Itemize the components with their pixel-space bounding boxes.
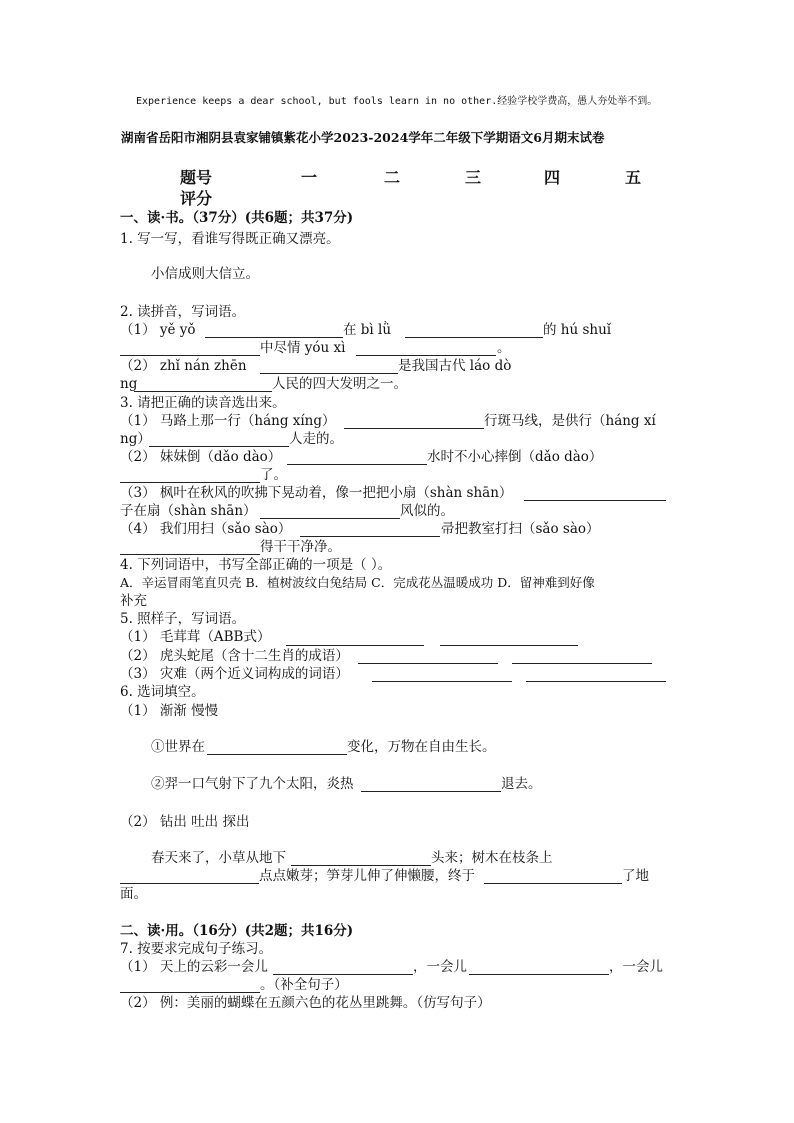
answer-blank[interactable] bbox=[526, 681, 666, 682]
answer-blank[interactable] bbox=[286, 645, 424, 646]
q6-sentence1-b: 变化，万物在自由生长。 bbox=[347, 739, 496, 755]
q5-stem: 5. 照样子，写词语。 bbox=[120, 611, 246, 627]
answer-blank[interactable] bbox=[205, 337, 343, 338]
q3-line7-b: 帚把教室打扫（sǎo sào） bbox=[441, 521, 600, 537]
motto-line: Experience keeps a dear school, but fools learn in no other.经验学校学费高，愚人夯处举不到。 bbox=[136, 96, 658, 107]
q7-line1-a: （1） 天上的云彩一会儿 bbox=[120, 959, 268, 975]
answer-blank[interactable] bbox=[484, 883, 622, 884]
answer-blank[interactable] bbox=[405, 337, 543, 338]
q2-line1-b: 在 bì lǜ bbox=[343, 322, 392, 338]
q2-line1-a: （1） yě yǒ bbox=[120, 322, 196, 338]
answer-blank[interactable] bbox=[207, 754, 347, 755]
q3-line6-a: 子在扇（shàn shān） bbox=[120, 503, 257, 519]
q3-line1-b: 行斑马线，是供行（háng xí bbox=[484, 413, 656, 429]
q7-line1-b: ，一会儿 bbox=[413, 959, 467, 975]
q3-line3-b: 水时不小心摔倒（dǎo dào） bbox=[427, 449, 603, 465]
q5-line2: （2） 虎头蛇尾（含十二生肖的成语） bbox=[120, 648, 349, 664]
q1-text: 小信成则大信立。 bbox=[151, 266, 259, 282]
answer-blank[interactable] bbox=[291, 865, 431, 866]
q2-line1-c: 的 hú shuǐ bbox=[543, 322, 612, 338]
q6-sentence3-a: 春天来了，小草从地下 bbox=[151, 850, 286, 866]
answer-blank[interactable] bbox=[260, 518, 400, 519]
q3-line3-a: （2） 妹妹倒（dǎo dào） bbox=[120, 449, 282, 465]
q7-line3: （2） 例：美丽的蝴蝶在五颜六色的花丛里跳舞。（仿写句子） bbox=[120, 995, 491, 1011]
section-1-heading: 一、读·书。（37分）(共6题；共37分) bbox=[120, 210, 354, 226]
q3-line1-a: （1） 马路上那一行（háng xíng） bbox=[120, 413, 336, 429]
answer-blank[interactable] bbox=[287, 464, 427, 465]
score-col-2: 二 bbox=[384, 168, 401, 187]
q3-stem: 3. 请把正确的读音选出来。 bbox=[120, 395, 286, 411]
q6-sentence4-a: 点点嫩芽；笋芽儿伸了伸懒腰，终于 bbox=[259, 868, 475, 884]
answer-blank[interactable] bbox=[356, 355, 496, 356]
answer-blank[interactable] bbox=[120, 554, 260, 555]
answer-blank[interactable] bbox=[120, 883, 259, 884]
answer-blank[interactable] bbox=[120, 992, 260, 993]
q3-line4: 了。 bbox=[260, 467, 287, 483]
q4-stem: 4. 下列词语中，书写全部正确的一项是（ ）。 bbox=[120, 557, 392, 573]
score-col-3: 三 bbox=[465, 168, 482, 187]
score-col-5: 五 bbox=[625, 168, 642, 187]
q3-line2-a: ng） bbox=[120, 431, 151, 447]
q3-line7-a: （4） 我们用扫（sǎo sào） bbox=[120, 521, 292, 537]
q3-line5: （3） 枫叶在秋风的吹拂下晃动着，像一把把小扇（shàn shān） bbox=[120, 485, 513, 501]
answer-blank[interactable] bbox=[344, 428, 484, 429]
q3-line2-b: 人走的。 bbox=[289, 431, 343, 447]
q7-line1-c: ，一会儿 bbox=[609, 959, 663, 975]
score-col-4: 四 bbox=[544, 168, 561, 187]
answer-blank[interactable] bbox=[372, 681, 512, 682]
q2-stem: 2. 读拼音，写词语。 bbox=[120, 304, 246, 320]
q2-line2-b: 。 bbox=[497, 340, 511, 356]
answer-blank[interactable] bbox=[120, 482, 260, 483]
q2-line3-a: （2） zhǐ nán zhēn bbox=[120, 358, 247, 374]
q5-line3: （3） 灾难（两个近义词构成的词语） bbox=[120, 666, 349, 682]
q6-sentence1-a: ①世界在 bbox=[151, 739, 205, 755]
q6-part1-words: （1） 渐渐 慢慢 bbox=[120, 703, 219, 719]
q4-options: A．辛运冒雨笔直贝壳 B．植树波纹白兔结局 C．完成花丛温暖成功 D．留神难到好像 bbox=[120, 575, 595, 590]
q6-stem: 6. 选词填空。 bbox=[120, 684, 205, 700]
answer-blank[interactable] bbox=[273, 974, 413, 975]
page-title: 湖南省岳阳市湘阴县袁家铺镇紫花小学2023-2024学年二年级下学期语文6月期末试卷 bbox=[121, 130, 605, 145]
answer-blank[interactable] bbox=[512, 663, 652, 664]
q4-options-cont: 补充 bbox=[120, 593, 147, 609]
q2-line2-a: 中尽情 yóu xì bbox=[260, 340, 346, 356]
q6-sentence5: 面。 bbox=[120, 886, 147, 902]
answer-blank[interactable] bbox=[469, 974, 609, 975]
answer-blank[interactable] bbox=[361, 791, 501, 792]
q7-stem: 7. 按要求完成句子练习。 bbox=[120, 941, 273, 957]
section-2-heading: 二、读·用。（16分）(共2题；共16分) bbox=[120, 923, 354, 939]
answer-blank[interactable] bbox=[358, 663, 498, 664]
answer-blank[interactable] bbox=[120, 355, 260, 356]
q6-sentence4-b: 了地 bbox=[622, 868, 649, 884]
answer-blank[interactable] bbox=[134, 391, 272, 392]
score-table-row-label: 题号 bbox=[180, 168, 213, 187]
score-table-score-label: 评分 bbox=[180, 189, 213, 208]
answer-blank[interactable] bbox=[524, 500, 666, 501]
q2-line3-b: 是我国古代 láo dò bbox=[398, 358, 512, 374]
q7-line2: 。（补全句子） bbox=[260, 977, 348, 993]
answer-blank[interactable] bbox=[440, 645, 578, 646]
answer-blank[interactable] bbox=[260, 373, 398, 374]
q6-sentence2-b: 退去。 bbox=[501, 776, 542, 792]
score-col-1: 一 bbox=[301, 168, 318, 187]
q3-line6-b: 风似的。 bbox=[400, 503, 454, 519]
q5-line1: （1） 毛茸茸（ABB式） bbox=[120, 629, 271, 645]
q3-line8: 得干干净净。 bbox=[260, 539, 341, 555]
q6-sentence3-b: 头来；树木在枝条上 bbox=[431, 850, 553, 866]
q2-line4-b: 人民的四大发明之一。 bbox=[272, 376, 407, 392]
answer-blank[interactable] bbox=[149, 446, 289, 447]
answer-blank[interactable] bbox=[300, 536, 440, 537]
q2-line4-a: ng bbox=[120, 376, 138, 392]
q1-stem: 1. 写一写，看谁写得既正确又漂亮。 bbox=[120, 231, 340, 247]
q6-sentence2-a: ②羿一口气射下了九个太阳，炎热 bbox=[151, 776, 354, 792]
q6-part2-words: （2） 钻出 吐出 探出 bbox=[120, 814, 250, 830]
